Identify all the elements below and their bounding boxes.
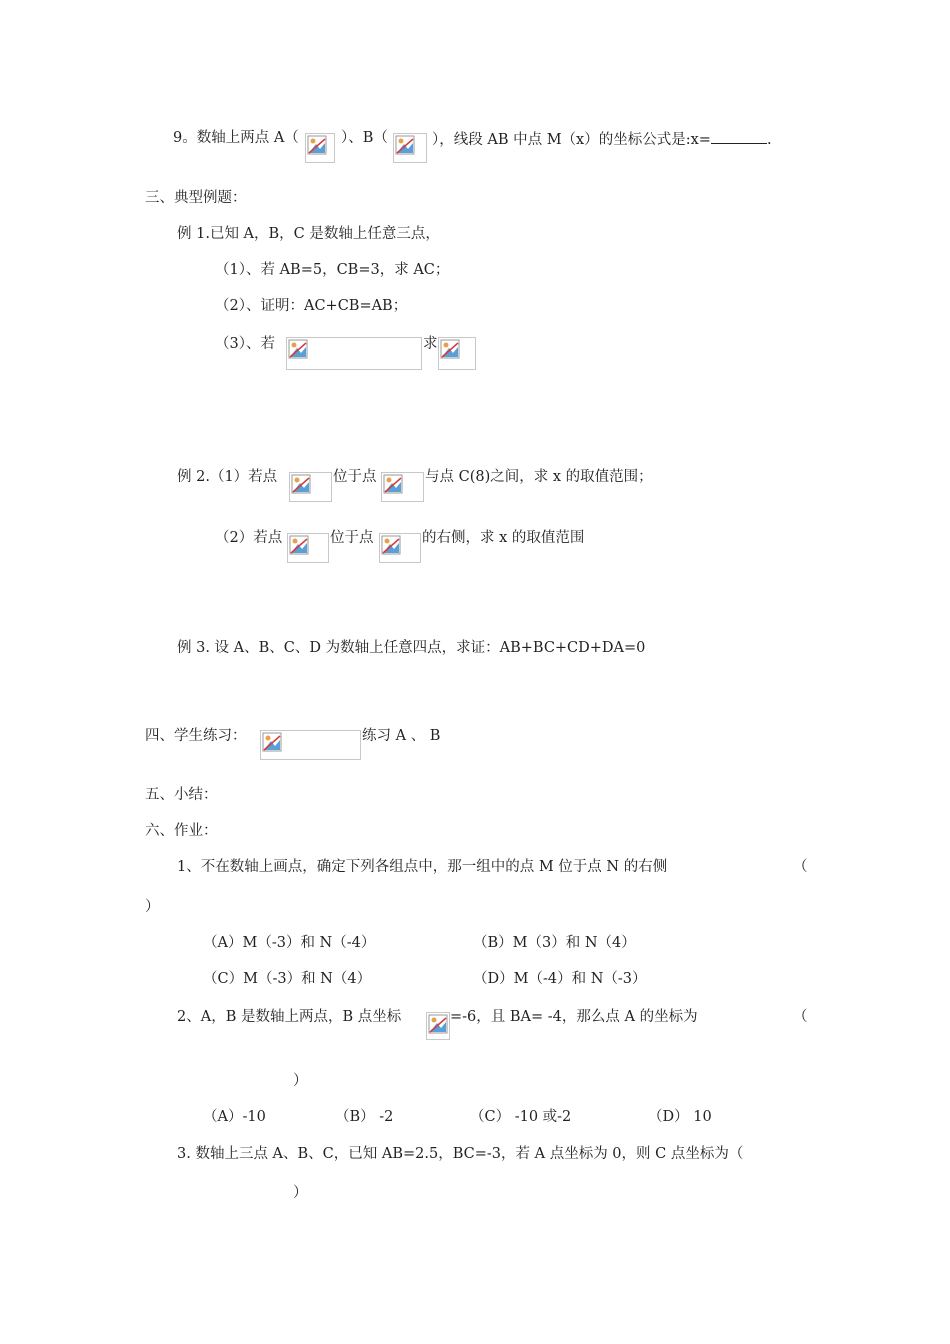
broken-image-icon [381,535,401,555]
image-placeholder [287,533,329,563]
image-placeholder [381,472,424,502]
example-1-part-1: （1）、若 AB=5，CB=3，求 AC； [215,262,450,278]
section-5-heading: 五、小结： [145,787,218,803]
image-placeholder [379,533,421,563]
example-2-part-2-b: 位于点 [330,530,374,546]
q9-period: . [766,132,772,148]
q9-text-a: 9。数轴上两点 A（ [173,130,299,146]
broken-image-icon [289,535,309,555]
homework-1-paren-close: ） [145,899,160,915]
image-placeholder [393,133,427,163]
section-6-heading: 六、作业： [145,823,218,839]
example-2-part-1-a: 例 2.（1）若点 [177,469,278,485]
image-placeholder [305,133,335,163]
homework-2-option-b: （B） -2 [335,1109,394,1125]
example-1: 例 1.已知 A，B，C 是数轴上任意三点， [177,226,440,242]
broken-image-icon [428,1014,448,1034]
broken-image-icon [262,732,282,752]
broken-image-icon [395,135,415,155]
homework-1-option-d: （D）M（-4）和 N（-3） [473,971,647,987]
answer-blank [711,128,767,144]
homework-2-paren-open: （ [793,1009,808,1025]
homework-2-paren-close: ） [293,1073,308,1089]
image-placeholder [426,1012,450,1040]
homework-2-option-c: （C） -10 或-2 [470,1109,572,1125]
example-1-part-2: （2）、证明：AC+CB=AB； [215,298,408,314]
example-1-part-3-a: （3）、若 [215,336,275,352]
image-placeholder [260,730,361,760]
image-placeholder [438,337,476,370]
section-4-heading: 四、学生练习： [145,728,247,744]
homework-2-b: =-6，且 BA= -4，那么点 A 的坐标为 [450,1009,698,1025]
homework-2-option-a: （A）-10 [203,1109,266,1125]
example-2-part-1-b: 位于点 [333,469,377,485]
example-1-part-3-b: 求 [423,336,438,352]
broken-image-icon [307,135,327,155]
image-placeholder [286,337,422,370]
homework-2-a: 2、A，B 是数轴上两点，B 点坐标 [177,1009,402,1025]
broken-image-icon [288,339,308,359]
broken-image-icon [383,474,403,494]
homework-1: 1、不在数轴上画点，确定下列各组点中，那一组中的点 M 位于点 N 的右侧 [177,859,668,875]
broken-image-icon [440,339,460,359]
broken-image-icon [291,474,311,494]
homework-1-option-b: （B）M（3）和 N（4） [473,935,636,951]
example-2-part-1-c: 与点 C(8)之间，求 x 的取值范围； [425,469,653,485]
example-2-part-2-a: （2）若点 [215,530,283,546]
section-3-heading: 三、典型例题： [145,190,247,206]
homework-3-paren-close: ） [293,1185,308,1201]
homework-1-paren-open: （ [793,859,808,875]
example-3: 例 3. 设 A、B、C、D 为数轴上任意四点，求证：AB+BC+CD+DA=0 [177,640,646,656]
image-placeholder [289,472,332,502]
q9-text-b: ）、B（ [341,130,388,146]
homework-2-option-d: （D） 10 [648,1109,712,1125]
section-4-practice: 练习 A 、 B [362,728,441,744]
q9-formula-label: ），线段 AB 中点 M（x）的坐标公式是:x= [432,132,711,148]
example-2-part-2-c: 的右侧，求 x 的取值范围 [422,530,585,546]
homework-3: 3. 数轴上三点 A、B、C，已知 AB=2.5，BC=-3，若 A 点坐标为 0，则 C 点坐标为（ [177,1146,744,1162]
q9-text-c [432,128,772,150]
homework-1-option-c: （C）M（-3）和 N（4） [203,971,372,987]
homework-1-option-a: （A）M（-3）和 N（-4） [203,935,376,951]
